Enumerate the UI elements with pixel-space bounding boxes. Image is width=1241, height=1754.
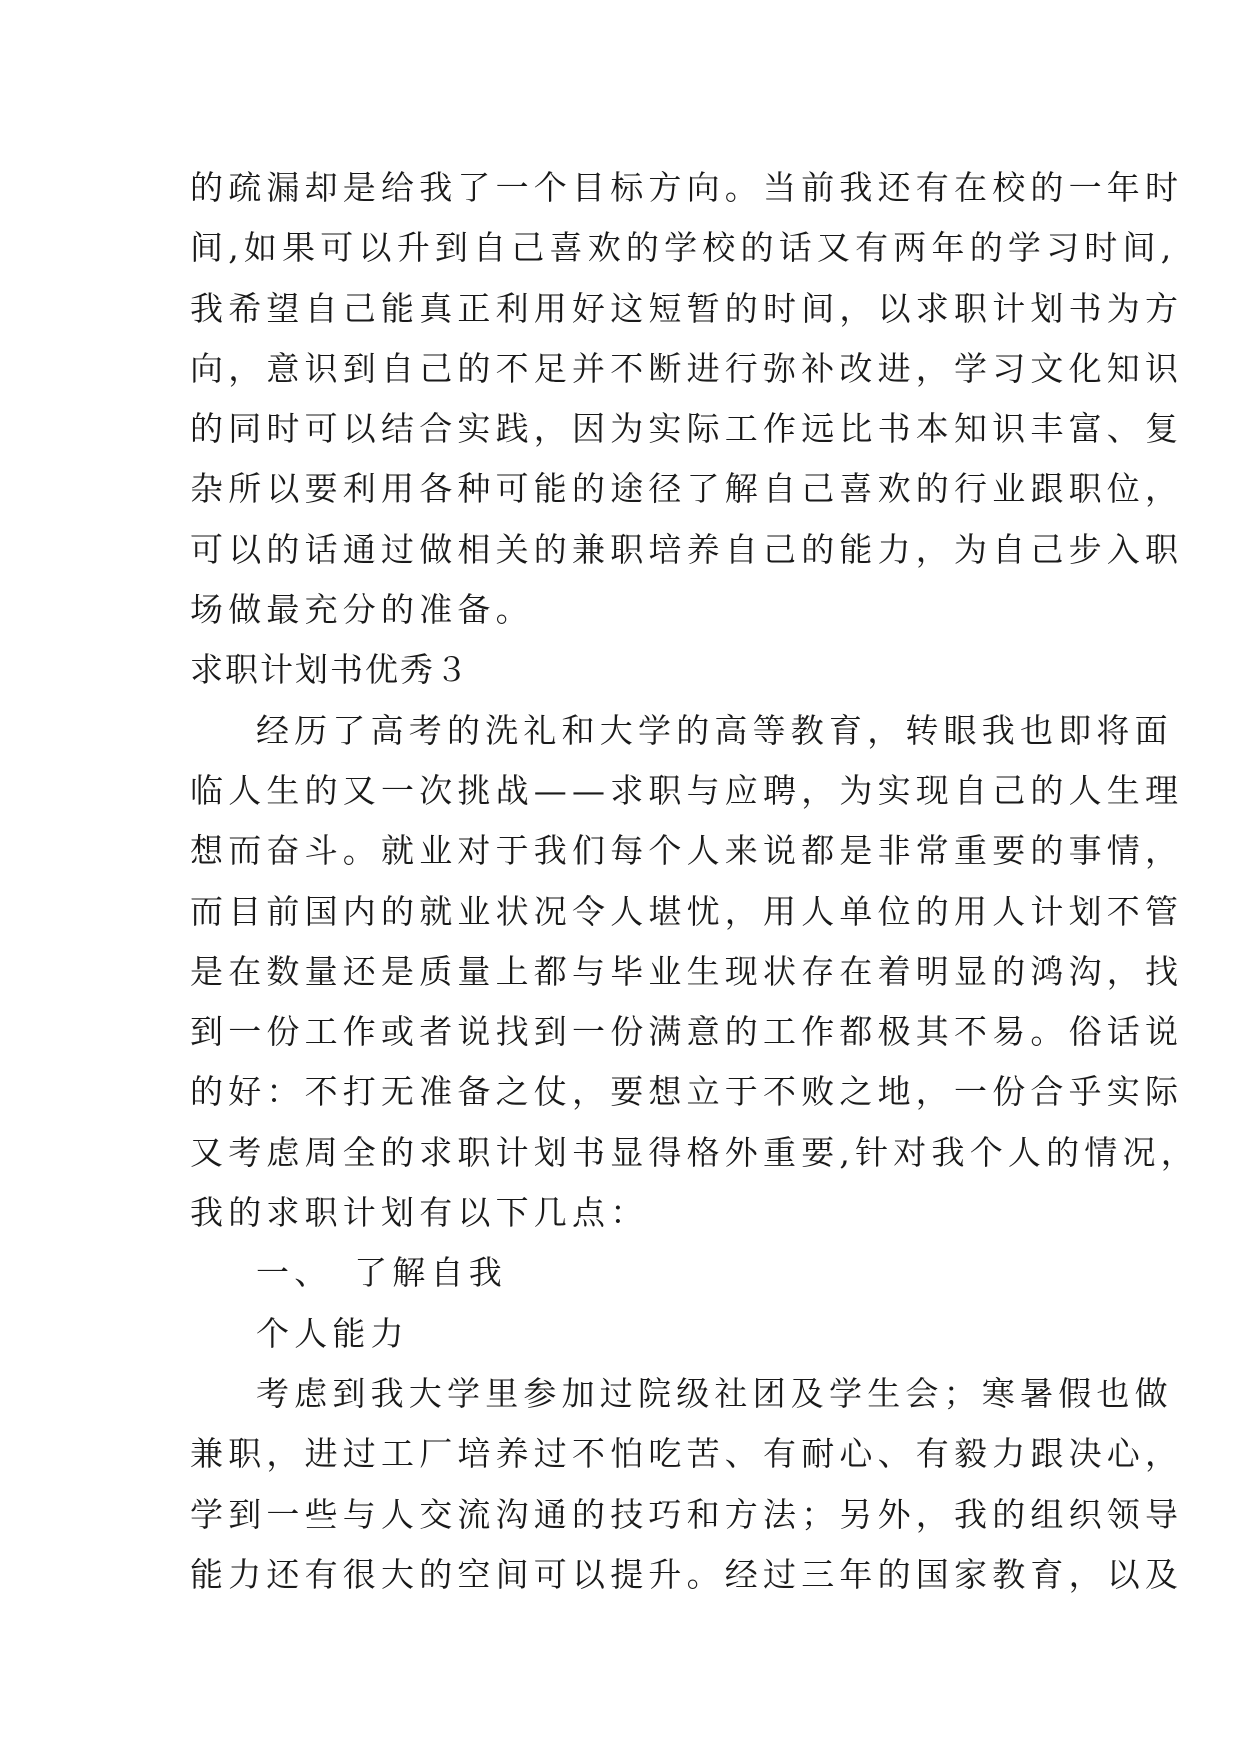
paragraph-line: 考虑到我大学里参加过院级社团及学生会；寒暑假也做 — [256, 1373, 1173, 1413]
paragraph-line: 我的求职计划有以下几点： — [190, 1193, 649, 1233]
paragraph-line: 临人生的又一次挑战——求职与应聘，为实现自己的人生理 — [190, 770, 1184, 810]
paragraph-line: 场做最充分的准备。 — [190, 590, 534, 630]
paragraph-line: 又考虑周全的求职计划书显得格外重要,针对我个人的情况， — [190, 1132, 1199, 1172]
subsection-heading: 一、 了解自我 — [256, 1253, 507, 1293]
paragraph-line: 可以的话通过做相关的兼职培养自己的能力，为自己步入职 — [190, 529, 1184, 569]
paragraph-line: 想而奋斗。就业对于我们每个人来说都是非常重要的事情， — [190, 831, 1184, 871]
document-body — [190, 158, 1199, 1605]
paragraph-line: 的同时可以结合实践，因为实际工作远比书本知识丰富、复 — [190, 409, 1184, 449]
paragraph-line: 的好：不打无准备之仗，要想立于不败之地，一份合乎实际 — [190, 1072, 1184, 1112]
subsection-label: 个人能力 — [256, 1313, 409, 1353]
paragraph-line: 向，意识到自己的不足并不断进行弥补改进，学习文化知识 — [190, 348, 1184, 388]
paragraph-line: 而目前国内的就业状况令人堪忧，用人单位的用人计划不管 — [190, 891, 1184, 931]
paragraph-line: 兼职，进过工厂培养过不怕吃苦、有耐心、有毅力跟决心， — [190, 1434, 1184, 1474]
section-heading: 求职计划书优秀３ — [190, 650, 470, 690]
paragraph-line: 经历了高考的洗礼和大学的高等教育，转眼我也即将面 — [256, 710, 1173, 750]
paragraph-line: 是在数量还是质量上都与毕业生现状存在着明显的鸿沟，找 — [190, 951, 1184, 991]
paragraph-line: 杂所以要利用各种可能的途径了解自己喜欢的行业跟职位， — [190, 469, 1184, 509]
paragraph-line: 我希望自己能真正利用好这短暂的时间，以求职计划书为方 — [190, 288, 1184, 328]
paragraph-line: 的疏漏却是给我了一个目标方向。当前我还有在校的一年时 — [190, 168, 1184, 207]
paragraph-line: 间,如果可以升到自己喜欢的学校的话又有两年的学习时间, — [190, 228, 1177, 268]
paragraph-line: 学到一些与人交流沟通的技巧和方法；另外，我的组织领导 — [190, 1494, 1184, 1534]
paragraph-line: 到一份工作或者说找到一份满意的工作都极其不易。俗话说 — [190, 1012, 1184, 1052]
paragraph-line: 能力还有很大的空间可以提升。经过三年的国家教育，以及 — [190, 1554, 1184, 1594]
